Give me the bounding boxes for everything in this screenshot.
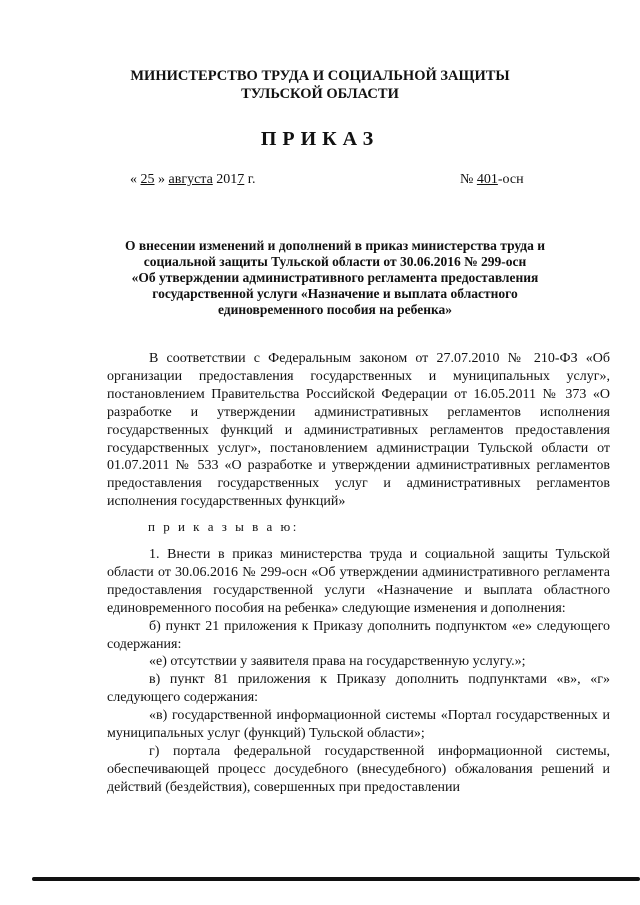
paragraph: в) пункт 81 приложения к Приказу дополнить подпунктами «в», «г» следующего содержания: bbox=[107, 672, 610, 706]
order-subject bbox=[100, 238, 570, 318]
date-year-prefix: 201 bbox=[212, 172, 238, 187]
number-value: 401 bbox=[476, 172, 498, 187]
number-suffix: -осн bbox=[497, 172, 524, 187]
date-after: г. bbox=[244, 172, 256, 187]
order-date bbox=[130, 172, 255, 188]
paragraph: «е) отсутствии у заявителя права на государственную услугу.»; bbox=[149, 654, 526, 670]
paragraph: г) портала федеральной государственной информационной системы, обеспечивающей процесс досудебного (внесудебного) обжалования решений и действий (бездействия), совершенных при предоставлении bbox=[107, 743, 610, 795]
subject-line: «Об утверждении административного регламента предоставления bbox=[131, 270, 539, 285]
order-items bbox=[107, 546, 610, 797]
preamble-block bbox=[107, 350, 610, 511]
date-year-suffix: 7 bbox=[237, 172, 245, 187]
paragraph: 1. Внести в приказ министерства труда и социальной защиты Тульской области от 30.06.2016 № 299-осн «Об утверждении административного регламента предоставления государственной услуги «Назначение и выплата областного единовременного пособия на ребенка» следующие изменения и дополнения: bbox=[107, 547, 610, 616]
number-prefix: № bbox=[460, 172, 477, 187]
order-word: п р и к а з ы в а ю: bbox=[148, 519, 299, 534]
date-day: 25 bbox=[140, 172, 155, 187]
scan-edge-line bbox=[32, 877, 640, 881]
subject-line: государственной услуги «Назначение и выплата областного bbox=[152, 286, 518, 301]
subject-line: социальной защиты Тульской области от 30.06.2016 № 299-осн bbox=[143, 254, 527, 269]
date-open: « bbox=[130, 172, 141, 187]
paragraph: б) пункт 21 приложения к Приказу дополнить подпунктом «е» следующего содержания: bbox=[107, 618, 610, 652]
ministry-name-line1: МИНИСТЕРСТВО ТРУДА И СОЦИАЛЬНОЙ ЗАЩИТЫ bbox=[130, 68, 510, 84]
paragraph: «в) государственной информационной системы «Портал государственных и муниципальных услуг (функций) Тульской области»; bbox=[107, 708, 610, 742]
document-title: ПРИКАЗ bbox=[260, 128, 380, 150]
preamble-text: В соответствии с Федеральным законом от 27.07.2010 № 210-ФЗ «Об организации предоставления государственных и муниципальных услуг», постановлением Правительства Российской Федерации от 16.05.2011 № 373 «О разработке и утверждении административных регламентов исполнения государственных функций и административных регламентов предоставления государственных услуг», постановлением администрации Тульской области от 01.07.2011 № 533 «О разработке и утверждении административных регламентов предоставления государственных услуг и административных регламентов исполнения государственных функций» bbox=[107, 351, 610, 510]
order-number bbox=[460, 172, 524, 188]
date-month: августа bbox=[168, 172, 213, 187]
subject-line: О внесении изменений и дополнений в приказ министерства труда и bbox=[124, 238, 546, 253]
ministry-name-line2: ТУЛЬСКОЙ ОБЛАСТИ bbox=[241, 86, 399, 102]
date-mid: » bbox=[154, 172, 169, 187]
subject-line: единовременного пособия на ребенка» bbox=[217, 302, 453, 317]
